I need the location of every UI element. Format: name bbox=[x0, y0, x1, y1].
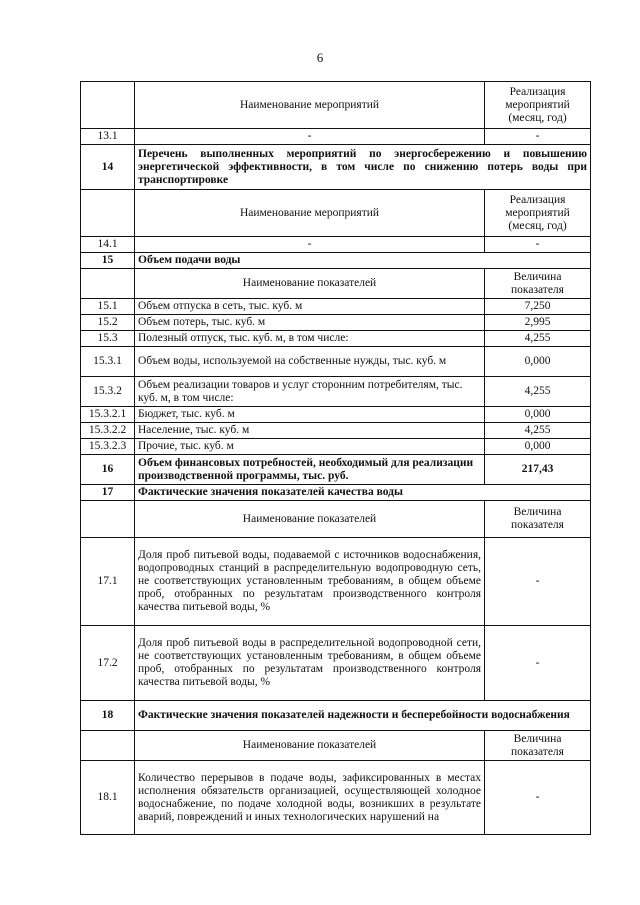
table-row bbox=[81, 761, 591, 835]
row-value: 4,255 bbox=[485, 377, 591, 407]
header-value-cell: Реализация мероприятий (месяц, год) bbox=[485, 190, 591, 237]
table-row bbox=[81, 315, 591, 331]
table-row bbox=[81, 439, 591, 455]
row-number: 15.3.1 bbox=[81, 347, 135, 377]
section-number: 14 bbox=[81, 145, 135, 190]
section-number: 17 bbox=[81, 485, 135, 501]
section-number: 15 bbox=[81, 253, 135, 269]
table-header-row bbox=[81, 269, 591, 299]
row-number: 17.2 bbox=[81, 626, 135, 701]
section-row bbox=[81, 455, 591, 485]
row-number: 15.3 bbox=[81, 331, 135, 347]
financial-needs-value: 217,43 bbox=[485, 455, 591, 485]
header-value-cell: Величина показателя bbox=[485, 269, 591, 299]
page-number: 6 bbox=[316, 50, 324, 65]
header-name-cell: Наименование показателей bbox=[135, 731, 485, 761]
section-row bbox=[81, 701, 591, 731]
row-value: 4,255 bbox=[485, 331, 591, 347]
row-value: 0,000 bbox=[485, 439, 591, 455]
section-number: 16 bbox=[81, 455, 135, 485]
table-row bbox=[81, 347, 591, 377]
table-row bbox=[81, 377, 591, 407]
row-name: Объем потерь, тыс. куб. м bbox=[135, 315, 485, 331]
row-value: - bbox=[485, 237, 591, 253]
header-value-cell: Величина показателя bbox=[485, 501, 591, 538]
header-value-cell: Реализация мероприятий (месяц, год) bbox=[485, 82, 591, 129]
table-header-row bbox=[81, 82, 591, 129]
row-value: - bbox=[485, 538, 591, 626]
row-name: Полезный отпуск, тыс. куб. м, в том числе: bbox=[135, 331, 485, 347]
row-number: 18.1 bbox=[81, 761, 135, 835]
section-title: Фактические значения показателей качества воды bbox=[135, 485, 591, 501]
row-number: 15.3.2.2 bbox=[81, 423, 135, 439]
row-value: - bbox=[485, 129, 591, 145]
row-value: - bbox=[485, 626, 591, 701]
row-value: - bbox=[485, 761, 591, 835]
table-row bbox=[81, 423, 591, 439]
table-header-row bbox=[81, 190, 591, 237]
section-row bbox=[81, 253, 591, 269]
table-row bbox=[81, 299, 591, 315]
header-num-cell bbox=[81, 190, 135, 237]
row-number: 15.1 bbox=[81, 299, 135, 315]
table-header-row bbox=[81, 731, 591, 761]
row-value: 0,000 bbox=[485, 407, 591, 423]
row-name: Объем реализации товаров и услуг сторонним потребителям, тыс. куб. м, в том числе: bbox=[135, 377, 485, 407]
table-row bbox=[81, 626, 591, 701]
header-name-cell: Наименование мероприятий bbox=[135, 82, 485, 129]
row-number: 13.1 bbox=[81, 129, 135, 145]
table-row bbox=[81, 237, 591, 253]
section-number: 18 bbox=[81, 701, 135, 731]
row-number: 15.3.2 bbox=[81, 377, 135, 407]
table-row bbox=[81, 407, 591, 423]
row-value: 0,000 bbox=[485, 347, 591, 377]
row-name: Прочие, тыс. куб. м bbox=[135, 439, 485, 455]
row-value: 7,250 bbox=[485, 299, 591, 315]
row-name: Объем воды, используемой на собственные нужды, тыс. куб. м bbox=[135, 347, 485, 377]
row-number: 15.3.2.1 bbox=[81, 407, 135, 423]
header-name-cell: Наименование мероприятий bbox=[135, 190, 485, 237]
program-table bbox=[80, 81, 591, 835]
table-row bbox=[81, 538, 591, 626]
section-title: Объем подачи воды bbox=[135, 253, 591, 269]
row-name: Доля проб питьевой воды, подаваемой с источников водоснабжения, водопроводных станций в распределительную водопроводную сеть, не соответствующих установленным требованиям, в общем объеме проб, отобранных по результатам производственного контроля качества питьевой воды, % bbox=[135, 538, 485, 626]
row-name: Население, тыс. куб. м bbox=[135, 423, 485, 439]
row-name: Доля проб питьевой воды в распределительной водопроводной сети, не соответствующих установленным требованиям, в общем объеме проб, отобранных по результатам производственного контроля качества питьевой воды, % bbox=[135, 626, 485, 701]
row-number: 14.1 bbox=[81, 237, 135, 253]
row-name: - bbox=[135, 129, 485, 145]
row-name: Объем отпуска в сеть, тыс. куб. м bbox=[135, 299, 485, 315]
row-number: 15.2 bbox=[81, 315, 135, 331]
header-num-cell bbox=[81, 501, 135, 538]
section-title: Объем финансовых потребностей, необходимый для реализации производственной программы, тыс. руб. bbox=[135, 455, 485, 485]
table-row bbox=[81, 129, 591, 145]
section-title: Фактические значения показателей надежности и бесперебойности водоснабжения bbox=[135, 701, 591, 731]
row-name: Количество перерывов в подаче воды, зафиксированных в местах исполнения обязательств организацией, осуществляющей холодное водоснабжение, по подаче холодной воды, возникших в результате аварий, повреждений и иных технологических нарушений на bbox=[135, 761, 485, 835]
row-name: Бюджет, тыс. куб. м bbox=[135, 407, 485, 423]
row-value: 2,995 bbox=[485, 315, 591, 331]
row-name: - bbox=[135, 237, 485, 253]
table-row bbox=[81, 331, 591, 347]
header-value-cell: Величина показателя bbox=[485, 731, 591, 761]
table-header-row bbox=[81, 501, 591, 538]
row-number: 15.3.2.3 bbox=[81, 439, 135, 455]
header-name-cell: Наименование показателей bbox=[135, 269, 485, 299]
section-row bbox=[81, 145, 591, 190]
header-num-cell bbox=[81, 731, 135, 761]
header-num-cell bbox=[81, 269, 135, 299]
section-row bbox=[81, 485, 591, 501]
row-value: 4,255 bbox=[485, 423, 591, 439]
header-name-cell: Наименование показателей bbox=[135, 501, 485, 538]
row-number: 17.1 bbox=[81, 538, 135, 626]
section-title: Перечень выполненных мероприятий по энергосбережению и повышению энергетической эффективности, в том числе по снижению потерь воды при транспортировке bbox=[135, 145, 591, 190]
header-num-cell bbox=[81, 82, 135, 129]
